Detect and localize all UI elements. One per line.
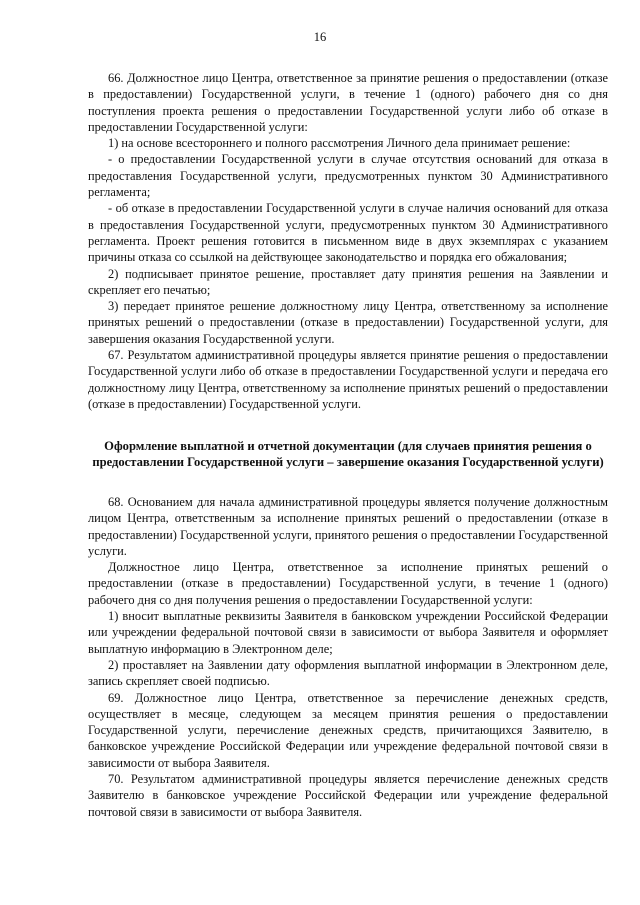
paragraph-68-official: Должностное лицо Центра, ответственное за исполнение принятых решений о предоставлении (отказе в предоставлении) Государственной услуги, в течение 1 (одного) рабочего дня со дня получения решения о предоставлении Государственной услуги: bbox=[88, 560, 608, 607]
paragraph-66-item-1-refuse: - об отказе в предоставлении Государственной услуги в случае наличия оснований для отказа в предоставления Государственной услуги, предусмотренных пунктом 30 Административного регламента. Проект решения готовится в письменном виде в двух экземплярах с указанием причины отказа со ссылкой на действующее законодательство и порядка его обжалования; bbox=[88, 201, 608, 265]
paragraph-67: 67. Результатом административной процедуры является принятие решения о предоставлении Государственной услуги либо об отказе в предоставлении Государственной услуги и передача его должностному лицу Центра, ответственному за исполнение принятых решений о предоставлении (отказе в предоставлении) Государственной услуги. bbox=[88, 348, 608, 411]
paragraph-66-item-1-grant: - о предоставлении Государственной услуги в случае отсутствия оснований для отказа в предоставления Государственной услуги, предусмотренных пунктом 30 Административного регламента; bbox=[88, 152, 608, 200]
paragraph-66: 66. Должностное лицо Центра, ответственное за принятие решения о предоставлении (отказе в предоставлении) Государственной услуги, в течение 1 (одного) рабочего дня со дня поступления проекта решения о предоставлении Государственной услуги либо об отказе в предоставлении Государственной услуги: bbox=[88, 71, 608, 134]
paragraph-68-item-2: 2) проставляет на Заявлении дату оформления выплатной информации в Электронном деле, запись скрепляет своей подписью. bbox=[88, 657, 608, 689]
section-68-70 bbox=[88, 494, 608, 820]
paragraph-68-item-1: 1) вносит выплатные реквизиты Заявителя в банковском учреждении Российской Федерации или учреждении федеральной почтовой связи в зависимости от выбора Заявителя и оформляет выплатную информацию в Электронном деле; bbox=[88, 609, 608, 656]
paragraph-68: 68. Основанием для начала административной процедуры является получение должностным лицом Центра, ответственным за исполнение принятых решений о предоставлении (отказе в предоставлении) Государственной услуги, принятого решения о предоставлении Государственной услуги. bbox=[88, 495, 608, 558]
paragraph-66-item-3: 3) передает принятое решение должностному лицу Центра, ответственному за исполнение принятых решений о предоставлении (отказе в предоставлении) Государственной услуги, для завершения оказания Государственной услуги. bbox=[88, 299, 608, 346]
section-66-67 bbox=[88, 70, 608, 412]
paragraph-66-item-2: 2) подписывает принятое решение, проставляет дату принятия решения на Заявлении и скрепляет его печатью; bbox=[88, 266, 608, 297]
paragraph-70: 70. Результатом административной процедуры является перечисление денежных средств Заявителю в банковское учреждение Российской Федерации или учреждение федеральной почтовой связи в зависимости от выбора Заявителя. bbox=[88, 772, 608, 819]
paragraph-66-item-1: 1) на основе всестороннего и полного рассмотрения Личного дела принимает решение: bbox=[108, 136, 571, 151]
section-heading: Оформление выплатной и отчетной документации (для случаев принятия решения о предоставлении Государственной услуги – завершение оказания Государственной услуги) bbox=[92, 439, 604, 470]
paragraph-69: 69. Должностное лицо Центра, ответственное за перечисление денежных средств, осуществляет в месяце, следующем за месяцем принятия решения о предоставлении Государственной услуги, перечисление денежных средств, причитающихся Заявителю, в банковское учреждение Российской Федерации или учреждение федеральной почтовой связи в зависимости от выбора Заявителя. bbox=[88, 690, 608, 770]
page-number: 16 bbox=[313, 30, 327, 44]
